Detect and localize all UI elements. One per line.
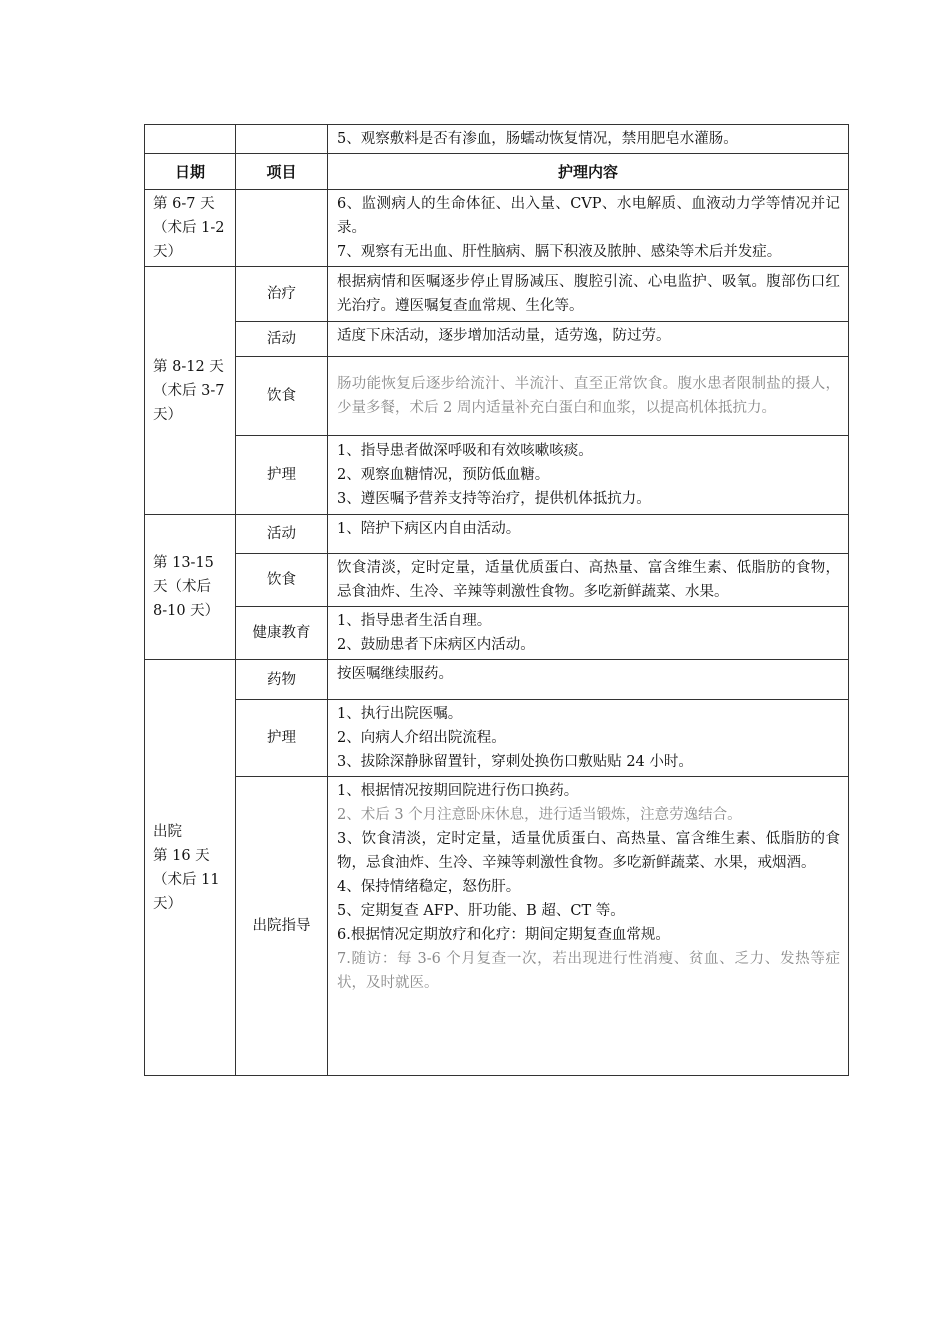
- content-line: 5、观察敷料是否有渗血，肠蠕动恢复情况，禁用肥皂水灌肠。: [337, 131, 738, 147]
- content-cell: [328, 322, 849, 357]
- content-line: 1、根据情况按期回院进行伤口换药。: [337, 783, 579, 799]
- content-line: 5、定期复查 AFP、肝功能、B 超、CT 等。: [337, 903, 625, 919]
- date-line: 天）: [153, 406, 182, 423]
- content-cell: [328, 515, 849, 554]
- content-cell: [328, 607, 849, 660]
- table-row: [145, 554, 849, 607]
- table-row: [145, 357, 849, 436]
- item-cell: 护理: [236, 436, 328, 515]
- date-cell: [145, 125, 236, 154]
- content-line: 根据病情和医嘱逐步停止胃肠减压、腹腔引流、心电监护、吸氧。腹部伤口红光治疗。遵医嘱复查血常规、生化等。: [337, 274, 840, 314]
- content-line: 适度下床活动，逐步增加活动量，适劳逸，防过劳。: [337, 328, 671, 344]
- content-line: 6、监测病人的生命体征、出入量、CVP、水电解质、血液动力学等情况并记录。: [337, 196, 840, 236]
- content-line: 3、遵医嘱予营养支持等治疗，提供机体抵抗力。: [337, 491, 651, 507]
- date-line: 第 6-7 天: [153, 196, 215, 212]
- content-cell: [328, 777, 849, 1076]
- date-line: 天（术后: [153, 579, 211, 595]
- content-line: 饮食清淡，定时定量，适量优质蛋白、高热量、富含维生素、低脂肪的食物，忌食油炸、生冷、辛辣等刺激性食物。多吃新鲜蔬菜、水果。: [337, 560, 840, 600]
- content-line: 2、鼓励患者下床病区内活动。: [337, 637, 535, 653]
- content-line: 1、指导患者做深呼吸和有效咳嗽咳痰。: [337, 443, 593, 459]
- item-cell: 活动: [236, 322, 328, 357]
- table-row: [145, 777, 849, 1076]
- content-line: 按医嘱继续服药。: [337, 666, 453, 682]
- date-line: （术后 11: [153, 871, 220, 888]
- item-cell: 健康教育: [236, 607, 328, 660]
- item-cell: 护理: [236, 700, 328, 777]
- content-line: 3、饮食清淡，定时定量，适量优质蛋白、高热量、富含维生素、低脂肪的食物，忌食油炸、生冷、辛辣等刺激性食物。多吃新鲜蔬菜、水果，戒烟酒。: [337, 831, 840, 871]
- header-row: [145, 154, 849, 190]
- date-line: 8-10 天）: [153, 603, 220, 619]
- item-cell: 饮食: [236, 357, 328, 436]
- header-item: 项目: [236, 154, 328, 190]
- item-cell: 治疗: [236, 267, 328, 322]
- item-cell: 出院指导: [236, 777, 328, 1076]
- content-line: 2、观察血糖情况，预防低血糖。: [337, 467, 550, 483]
- content-cell: [328, 436, 849, 515]
- content-line: 2、向病人介绍出院流程。: [337, 730, 506, 746]
- content-line: 2、术后 3 个月注意卧床休息，进行适当锻炼，注意劳逸结合。: [337, 807, 742, 823]
- date-line: 出院: [153, 823, 182, 840]
- content-cell: [328, 660, 849, 700]
- content-line: 1、执行出院医嘱。: [337, 706, 463, 722]
- table-row: [145, 700, 849, 777]
- table-row: [145, 607, 849, 660]
- content-cell: [328, 357, 849, 436]
- header-date: 日期: [145, 154, 236, 190]
- table-row-continued: [145, 125, 849, 154]
- date-line: 天）: [153, 244, 182, 260]
- content-line: 肠功能恢复后逐步给流汁、半流汁、直至正常饮食。腹水患者限制盐的摄人，少量多餐，术后 2 周内适量补充白蛋白和血浆，以提高机体抵抗力。: [337, 376, 840, 416]
- date-cell: [145, 515, 236, 660]
- table-row: [145, 660, 849, 700]
- date-line: 第 13-15: [153, 555, 214, 571]
- date-cell: [145, 660, 236, 1076]
- table-row: [145, 190, 849, 267]
- content-line: 1、指导患者生活自理。: [337, 613, 492, 629]
- content-line: 4、保持情绪稳定，怒伤肝。: [337, 879, 521, 895]
- table-row: [145, 515, 849, 554]
- date-line: 天）: [153, 895, 182, 912]
- content-line: 1、陪护下病区内自由活动。: [337, 521, 521, 537]
- date-cell: [145, 267, 236, 515]
- table-row: [145, 267, 849, 322]
- item-cell: [236, 190, 328, 267]
- item-cell: [236, 125, 328, 154]
- table-row: [145, 322, 849, 357]
- item-cell: 药物: [236, 660, 328, 700]
- content-cell: [328, 190, 849, 267]
- nursing-care-table: [144, 124, 849, 1076]
- item-cell: 饮食: [236, 554, 328, 607]
- content-line: 3、拔除深静脉留置针，穿刺处换伤口敷贴贴 24 小时。: [337, 754, 693, 770]
- date-line: （术后 3-7: [153, 382, 225, 399]
- content-cell: [328, 554, 849, 607]
- content-cell: [328, 125, 849, 154]
- item-cell: 活动: [236, 515, 328, 554]
- content-line: 7.随访：每 3-6 个月复查一次，若出现进行性消瘦、贫血、乏力、发热等症状，及时就医。: [337, 951, 840, 991]
- table-row: [145, 436, 849, 515]
- date-line: 第 16 天: [153, 847, 210, 864]
- header-content: 护理内容: [328, 154, 849, 190]
- content-line: 6.根据情况定期放疗和化疗：期间定期复查血常规。: [337, 927, 670, 943]
- date-line: （术后 1-2: [153, 220, 225, 236]
- date-line: 第 8-12 天: [153, 358, 224, 375]
- content-line: 7、观察有无出血、肝性脑病、膈下积液及脓肿、感染等术后并发症。: [337, 244, 782, 260]
- date-cell: [145, 190, 236, 267]
- content-cell: [328, 267, 849, 322]
- content-cell: [328, 700, 849, 777]
